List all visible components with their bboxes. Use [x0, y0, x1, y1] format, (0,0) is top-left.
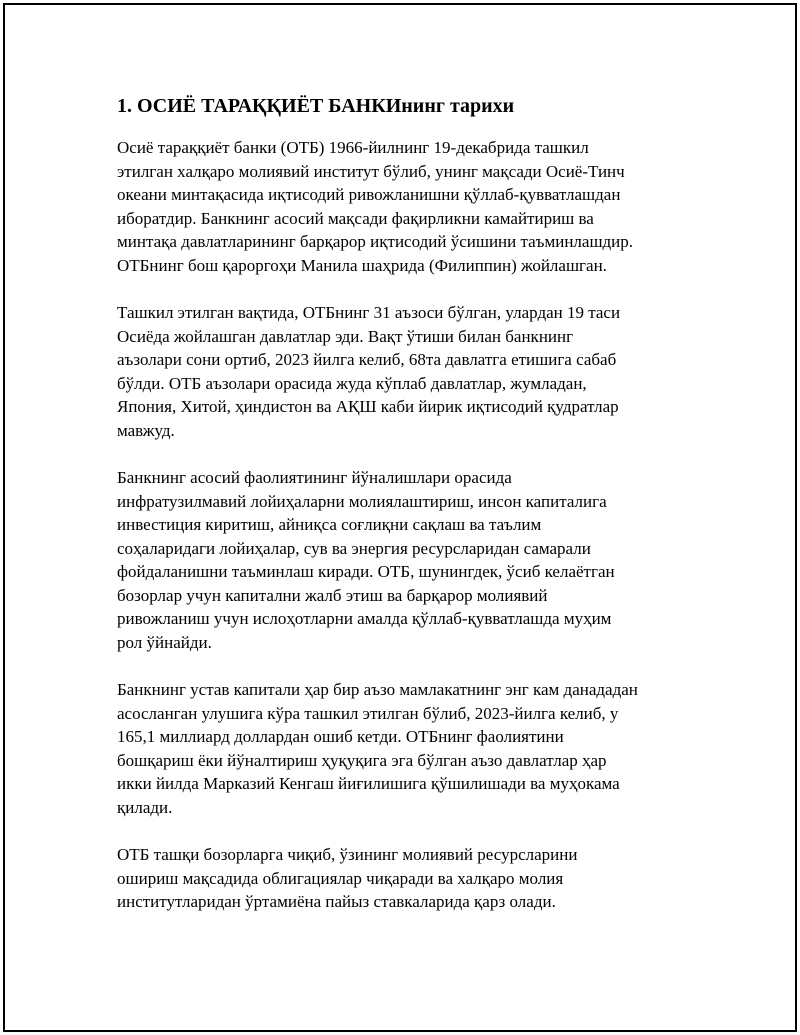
- paragraph-line: қилади.: [117, 797, 173, 817]
- paragraph-line: икки йилда Марказий Кенгаш йиғилишига қўшилишади ва муҳокама: [117, 774, 620, 793]
- paragraph-line: ошириш мақсадида облигациялар чиқаради ва халқаро молия: [117, 868, 564, 888]
- paragraph-line: ОТБнинг бош қароргоҳи Манила шаҳрида (Филиппин) жойлашган.: [117, 255, 607, 275]
- paragraph-line: Япония, Хитой, ҳиндистон ва АҚШ каби йирик иқтисодий қудратлар: [117, 397, 619, 416]
- paragraph-list: [117, 136, 717, 914]
- paragraph-line: рол ўйнайди.: [117, 632, 212, 652]
- paragraph-line: минтақа давлатларининг барқарор иқтисодий ўсишини таъминлашдир.: [117, 232, 634, 251]
- paragraph-4: [117, 678, 717, 819]
- paragraph-line: инвестиция киритиш, айниқса соғлиқни сақлаш ва таълим: [117, 515, 542, 534]
- paragraph-line: этилган халқаро молиявий институт бўлиб, унинг мақсади Осиё-Тинч: [117, 161, 625, 181]
- paragraph-line: 165,1 миллиард доллардан ошиб кетди. ОТБнинг фаолиятини: [117, 727, 564, 746]
- paragraph-line: асосланган улушига кўра ташкил этилган бўлиб, 2023-йилга келиб, у: [117, 703, 619, 723]
- paragraph-line: инфратузилмавий лойиҳаларни молиялаштириш, инсон капиталига: [117, 491, 607, 511]
- paragraph-2: [117, 301, 717, 442]
- paragraph-line: Ташкил этилган вақтида, ОТБнинг 31 аъзоси бўлган, улардан 19 таси: [117, 303, 621, 322]
- paragraph-line: бўлди. ОТБ аъзолари орасида жуда кўплаб давлатлар, жумладан,: [117, 373, 587, 393]
- document-title: 1. ОСИЁ ТАРАҚҚИЁТ БАНКИнинг тарихи: [117, 95, 515, 117]
- paragraph-line: фойдаланишни таъминлаш киради. ОТБ, шунингдек, ўсиб келаётган: [117, 562, 615, 581]
- paragraph-line: иборатдир. Банкнинг асосий мақсади фақирликни камайтириш ва: [117, 208, 594, 228]
- paragraph-1: [117, 136, 717, 277]
- paragraph-line: соҳаларидаги лойиҳалар, сув ва энергия ресурсларидан самарали: [117, 538, 591, 558]
- paragraph-line: аъзолари сони ортиб, 2023 йилга келиб, 68та давлатга етишига сабаб: [117, 350, 617, 369]
- paragraph-line: океани минтақасида иқтисодий ривожланишни қўллаб-қувватлашдан: [117, 185, 621, 204]
- document-body: [117, 93, 717, 938]
- paragraph-line: Осиё тараққиёт банки (ОТБ) 1966-йилнинг 19-декабрида ташкил: [117, 138, 589, 157]
- paragraph-line: ОТБ ташқи бозорларга чиқиб, ўзининг молиявий ресурсларини: [117, 845, 578, 864]
- paragraph-line: бошқариш ёки йўналтириш ҳуқуқига эга бўлган аъзо давлатлар ҳар: [117, 750, 607, 770]
- paragraph-line: институтларидан ўртамиёна пайыз ставкаларида қарз олади.: [117, 892, 556, 911]
- paragraph-line: ривожланиш учун ислоҳотларни амалда қўллаб-қувватлашда муҳим: [117, 609, 612, 628]
- paragraph-5: [117, 843, 717, 914]
- paragraph-3: [117, 466, 717, 654]
- paragraph-line: бозорлар учун капитални жалб этиш ва барқарор молиявий: [117, 585, 548, 605]
- paragraph-line: мавжуд.: [117, 420, 175, 440]
- paragraph-line: Осиёда жойлашган давлатлар эди. Вақт ўтиши билан банкнинг: [117, 326, 574, 346]
- paragraph-line: Банкнинг асосий фаолиятининг йўналишлари орасида: [117, 468, 512, 487]
- paragraph-line: Банкнинг устав капитали ҳар бир аъзо мамлакатнинг энг кам данададан: [117, 680, 638, 699]
